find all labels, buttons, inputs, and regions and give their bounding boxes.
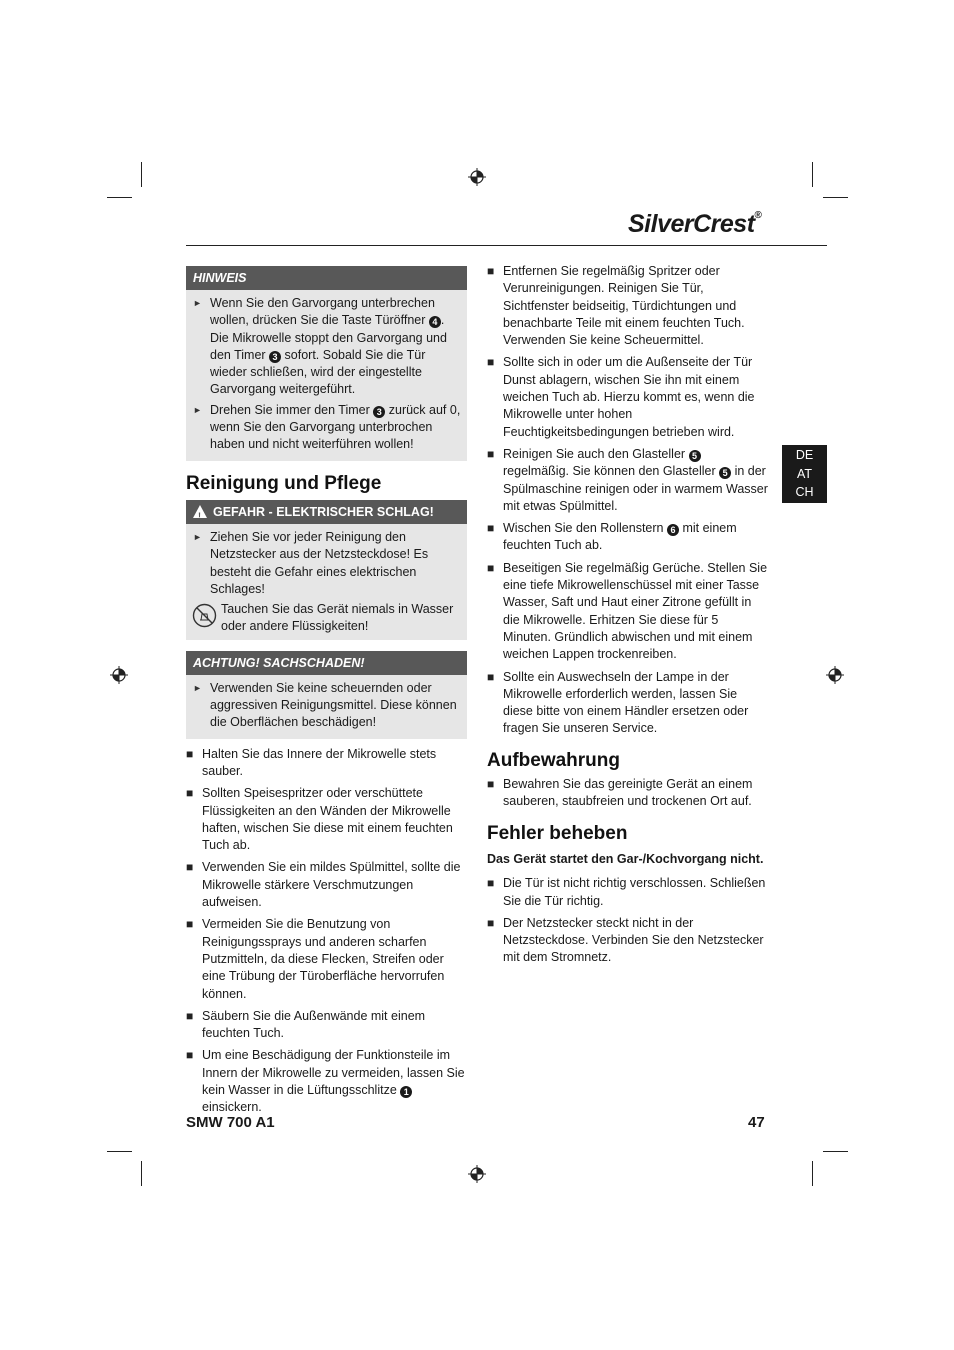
registration-mark-icon	[826, 666, 844, 684]
crop-mark	[812, 162, 813, 187]
part-number-icon: 5	[719, 467, 731, 479]
part-number-icon: 4	[429, 316, 441, 328]
hinweis-title: HINWEIS	[186, 266, 467, 290]
list-item: ■ Sollte ein Auswechseln der Lampe in der Mikrowelle erforderlich werden, lassen Sie diese bitte von einem Händler ersetzen oder fragen Sie unseren Service.	[487, 669, 769, 738]
part-number-icon: 3	[269, 351, 281, 363]
list-item: ■ Entfernen Sie regelmäßig Spritzer oder Verunreinigungen. Reinigen Sie Tür, Sichtfenster beidseitig, Türdichtungen und benachbarte Teile mit einem feuchten Tuch. Verwenden Sie keine Scheuermittel.	[487, 263, 769, 349]
language-tab	[782, 445, 827, 503]
no-water-icon	[192, 603, 217, 628]
caution-box	[186, 651, 467, 739]
section-title-fehler: Fehler beheben	[487, 822, 628, 844]
list-item: ■ Vermeiden Sie die Benutzung von Reinigungssprays und anderen scharfen Putzmitteln, da diese Flecken, Streifen oder eine Trübung der Türoberfläche hervorrufen können.	[186, 916, 467, 1002]
part-number-icon: 6	[667, 524, 679, 536]
section-title-reinigung: Reinigung und Pflege	[186, 472, 382, 494]
left-column	[186, 266, 467, 1122]
part-number-icon: 3	[373, 406, 385, 418]
footer-model: SMW 700 A1	[186, 1114, 275, 1131]
page-number: 47	[748, 1114, 765, 1131]
registration-mark-icon	[468, 168, 486, 186]
danger-box	[186, 500, 467, 640]
crop-mark	[141, 162, 142, 187]
part-number-icon: 1	[400, 1086, 412, 1098]
list-item: ■ Säubern Sie die Außenwände mit einem feuchten Tuch.	[186, 1008, 467, 1043]
lang-code: CH	[795, 485, 814, 499]
list-item: ■ Reinigen Sie auch den Glasteller 5 regelmäßig. Sie können den Glasteller 5 in der Spülmaschine reinigen oder in warmem Wasser mit etwas Spülmittel.	[487, 446, 769, 515]
header-rule	[186, 245, 827, 246]
list-item: ■ Beseitigen Sie regelmäßig Gerüche. Stellen Sie eine tiefe Mikrowellenschüssel mit einer Tasse Wasser, Saft und Haut einer Zitrone gefüllt in die Mikrowelle. Erhitzen Sie diese für 5 Minuten. Gründlich abwischen und mit einem weichen Lappen trockenreiben.	[487, 560, 769, 664]
list-item: ■ Um eine Beschädigung der Funktionsteile im Innern der Mikrowelle zu vermeiden, lassen Sie kein Wasser in die Lüftungsschlitze 1 einsickern.	[186, 1047, 467, 1116]
right-column	[487, 263, 769, 972]
crop-mark	[823, 197, 848, 198]
registration-mark-icon	[468, 1165, 486, 1183]
danger-title: ! GEFAHR - ELEKTRISCHER SCHLAG!	[186, 500, 467, 524]
list-item: ■ Halten Sie das Innere der Mikrowelle stets sauber.	[186, 746, 467, 781]
list-item: ■ Sollten Speisespritzer oder verschüttete Flüssigkeiten an den Wänden der Mikrowelle haften, wischen Sie diese mit einem feuchten Tuch ab.	[186, 785, 467, 854]
caution-title: ACHTUNG! SACHSCHADEN!	[186, 651, 467, 675]
crop-mark	[812, 1161, 813, 1186]
cleaning-list	[186, 746, 467, 1117]
section-title-aufbewahrung: Aufbewahrung	[487, 749, 620, 771]
list-item: ■ Der Netzstecker steckt nicht in der Netzsteckdose. Verbinden Sie den Netzstecker mit dem Stromnetz.	[487, 915, 769, 967]
crop-mark	[141, 1161, 142, 1186]
list-item: ■ Bewahren Sie das gereinigte Gerät an einem sauberen, staubfreien und trockenen Ort auf.	[487, 776, 769, 811]
crop-mark	[107, 197, 132, 198]
part-number-icon: 5	[689, 450, 701, 462]
hinweis-item: ► Wenn Sie den Garvorgang unterbrechen wollen, drücken Sie die Taste Türöffner 4 . Die Mikrowelle stoppt den Garvorgang und den Timer 3 sofort. Sobald Sie die Tür wieder schließen, wird der eingestellte Garvorgang weitergeführt.	[192, 295, 461, 399]
brand-logo: SilverCrest®	[628, 210, 762, 238]
trouble-subheading: Das Gerät startet den Gar-/Kochvorgang nicht.	[487, 851, 764, 866]
lang-code: DE	[795, 448, 814, 462]
hinweis-item: ► Drehen Sie immer den Timer 3 zurück auf 0, wenn Sie den Garvorgang unterbrochen haben und nicht weiterführen wollen!	[192, 402, 461, 454]
warning-icon: !	[193, 505, 207, 518]
lang-code: AT	[796, 466, 813, 481]
hinweis-box	[186, 266, 467, 461]
list-item: ■ Sollte sich in oder um die Außenseite der Tür Dunst ablagern, wischen Sie ihn mit einem weichen Tuch ab. Hierzu kommt es, wenn die Mikrowelle unter hohen Feuchtigkeitsbedingungen betrieben wird.	[487, 354, 769, 440]
list-item: ■ Wischen Sie den Rollenstern 6 mit einem feuchten Tuch ab.	[487, 520, 769, 555]
caution-item: ► Verwenden Sie keine scheuernden oder aggressiven Reinigungsmittel. Diese können die Oberflächen beschädigen!	[192, 680, 461, 732]
crop-mark	[823, 1151, 848, 1152]
registration-mark-icon	[110, 666, 128, 684]
list-item: ■ Verwenden Sie ein mildes Spülmittel, sollte die Mikrowelle stärkere Verschmutzungen aufweisen.	[186, 859, 467, 911]
list-item: ■ Die Tür ist nicht richtig verschlossen. Schließen Sie die Tür richtig.	[487, 875, 769, 910]
danger-item: ► Ziehen Sie vor jeder Reinigung den Netzstecker aus der Netzsteckdose! Es besteht die Gefahr eines elektrischen Schlages!	[192, 529, 461, 598]
danger-note: Tauchen Sie das Gerät niemals in Wasser oder andere Flüssigkeiten!	[192, 601, 461, 636]
crop-mark	[107, 1151, 132, 1152]
